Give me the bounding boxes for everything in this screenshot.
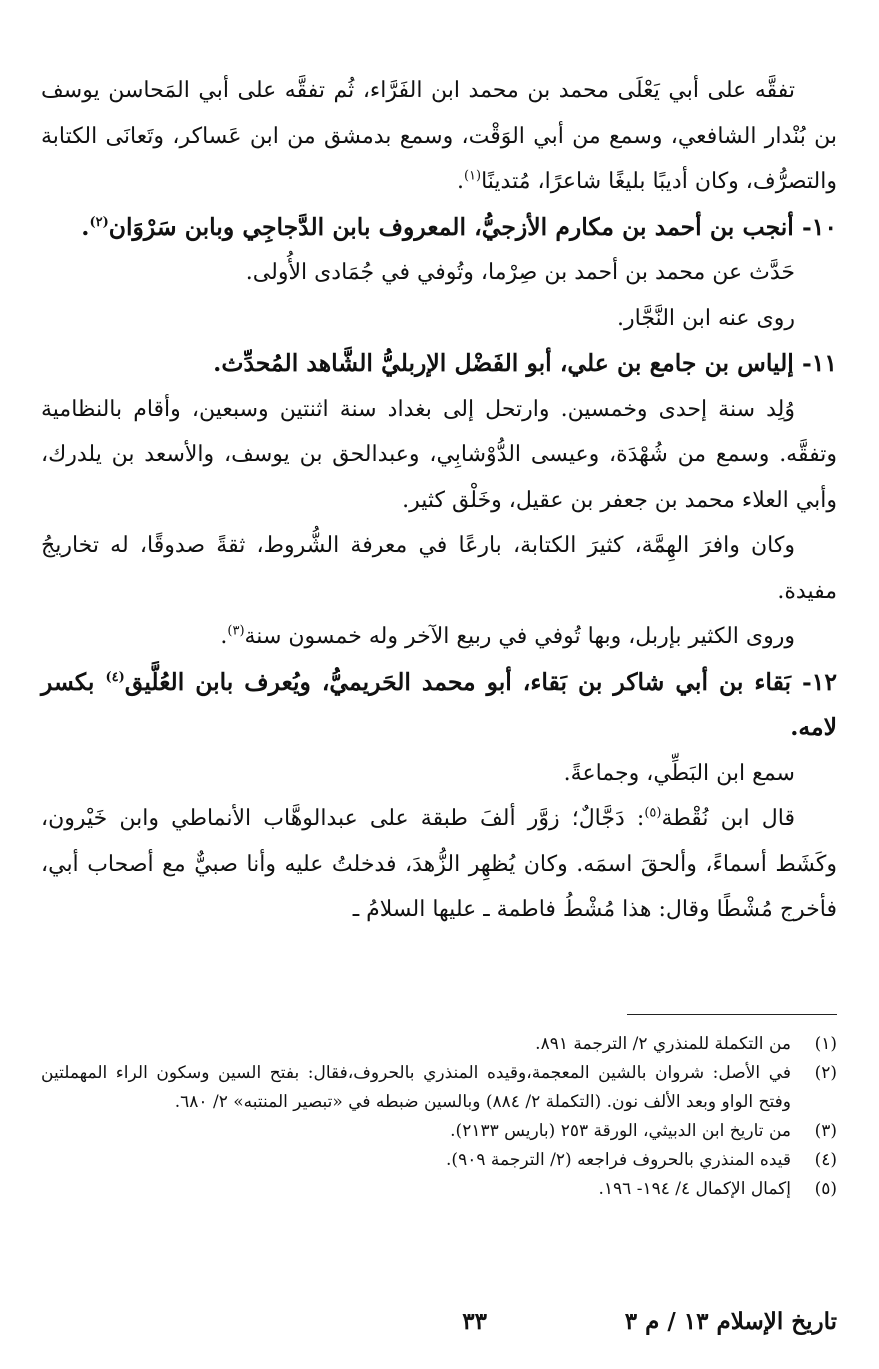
footnote-marker: (٣) — [227, 623, 245, 639]
page-number: ٣٣ — [462, 1308, 487, 1335]
footnote-item — [41, 1175, 837, 1204]
paragraph: حَدَّث عن محمد بن أحمد بن صِرْما، وتُوفي في جُمَادى الأُولى. — [245, 260, 795, 285]
footnote-item — [41, 1146, 837, 1175]
footnote-item — [41, 1030, 837, 1059]
paragraph: وكان وافرَ الهِمَّة، كثيرَ الكتابة، بارعًا في معرفة الشُّروط، ثقةً صدوقًا، له تخاريجُ مفيدة. — [41, 533, 837, 604]
paragraph: وُلِد سنة إحدى وخمسين. وارتحل إلى بغداد سنة اثنتين وسبعين، وأقام بالنظامية وتفقَّه. وسمع من شُهْدَة، وعيسى الدُّوْشابِي، وعبدالحق بن يوسف، والأسعد بن يلدرك، وأبي العلاء محمد بن جعفر بن عقيل، وخَلْق كثير. — [41, 396, 837, 513]
footnote-number: (٤) — [814, 1150, 837, 1170]
entry-heading-11: ١١- إلياس بن جامع بن علي، أبو الفَضْل الإربليُّ الشَّاهد المُحدِّث. — [213, 349, 837, 377]
paragraph: وروى الكثير بإربل، وبها تُوفي في ربيع الآخر وله خمسون سنة$^{(٣)}$. — [220, 623, 795, 649]
footnote-number: (١) — [814, 1034, 837, 1054]
entry-heading-10: ١٠- أنجب بن أحمد بن مكارم الأزجيُّ، المعروف بابن الدَّجاجِي وبابن سَرْوَان$^{(٢)}$. — [81, 212, 837, 241]
footnote-text: من تاريخ ابن الدبيثي، الورقة ٢٥٣ (باريس ٢١٣٣). — [450, 1121, 791, 1141]
paragraph: روى عنه ابن النَّجَّار. — [617, 305, 795, 331]
footnote-item — [41, 1117, 837, 1146]
footnote-marker: (٥) — [644, 805, 662, 821]
footnote-number: (٥) — [814, 1179, 837, 1199]
footnote-divider — [627, 1014, 837, 1015]
footnote-number: (٣) — [814, 1121, 837, 1141]
footnote-marker: (٤) — [105, 669, 125, 685]
footnote-marker: (٢) — [89, 214, 109, 230]
footnote-text: في الأصل: شروان بالشين المعجمة،وقيده المنذري بالحروف،فقال: بفتح السين وسكون الراء المهملتين وفتح الواو وبعد الألف نون. (التكملة ٢/ ٨٨٤) وبالسين ضبطه في «تبصير المنتبه» ٢/ ٦٨٠. — [41, 1063, 791, 1112]
footnote-text: إكمال الإكمال ٤/ ١٩٤- ١٩٦. — [598, 1179, 791, 1199]
footnote-text: قيده المنذري بالحروف فراجعه (٢/ الترجمة ٩٠٩). — [446, 1150, 791, 1170]
paragraph: تفقَّه على أبي يَعْلَى محمد بن محمد ابن الفَرَّاء، ثُم تفقَّه على أبي المَحاسن يوسف بن بُنْدار الشافعي، وسمع من أبي الوَقْت، وسمع بدمشق من ابن عَساكر، وتَعانَى الكتابة والتصرُّف، وكان أديبًا بليغًا شاعرًا، مُتدينًا$^{(١)}$. — [41, 78, 837, 194]
footnotes-list — [41, 1030, 837, 1204]
page-footer — [41, 1302, 837, 1342]
footnote-item — [41, 1059, 837, 1117]
entry-heading-12: ١٢- بَقاء بن أبي شاكر بن بَقاء، أبو محمد الحَريميُّ، ويُعرف بابن العُلَّيق$^{(٤)}$ بكسر لامه. — [41, 667, 837, 741]
footnote-text: من التكملة للمنذري ٢/ الترجمة ٨٩١. — [535, 1034, 791, 1054]
footnote-number: (٢) — [814, 1063, 837, 1083]
paragraph: سمع ابن البَطِّي، وجماعةً. — [563, 760, 795, 786]
book-reference: تاريخ الإسلام ١٣ / م ٣ — [624, 1308, 837, 1335]
main-text — [41, 68, 837, 933]
paragraph: قال ابن نُقْطة$^{(٥)}$: دَجَّالٌ؛ زوَّر ألفَ طبقة على عبدالوهَّاب الأنماطي وابن خَيْرون، وكَشَط أسماءً، وألحقَ اسمَه. وكان يُظهِر الزُّهدَ، فدخلتُ عليه وأنا صبيٌّ مع أصحاب أبي، فأخرج مُشْطًا وقال: هذا مُشْطُ فاطمة ـ عليها السلامُ ـ — [41, 805, 837, 922]
footnote-marker: (١) — [463, 168, 482, 184]
